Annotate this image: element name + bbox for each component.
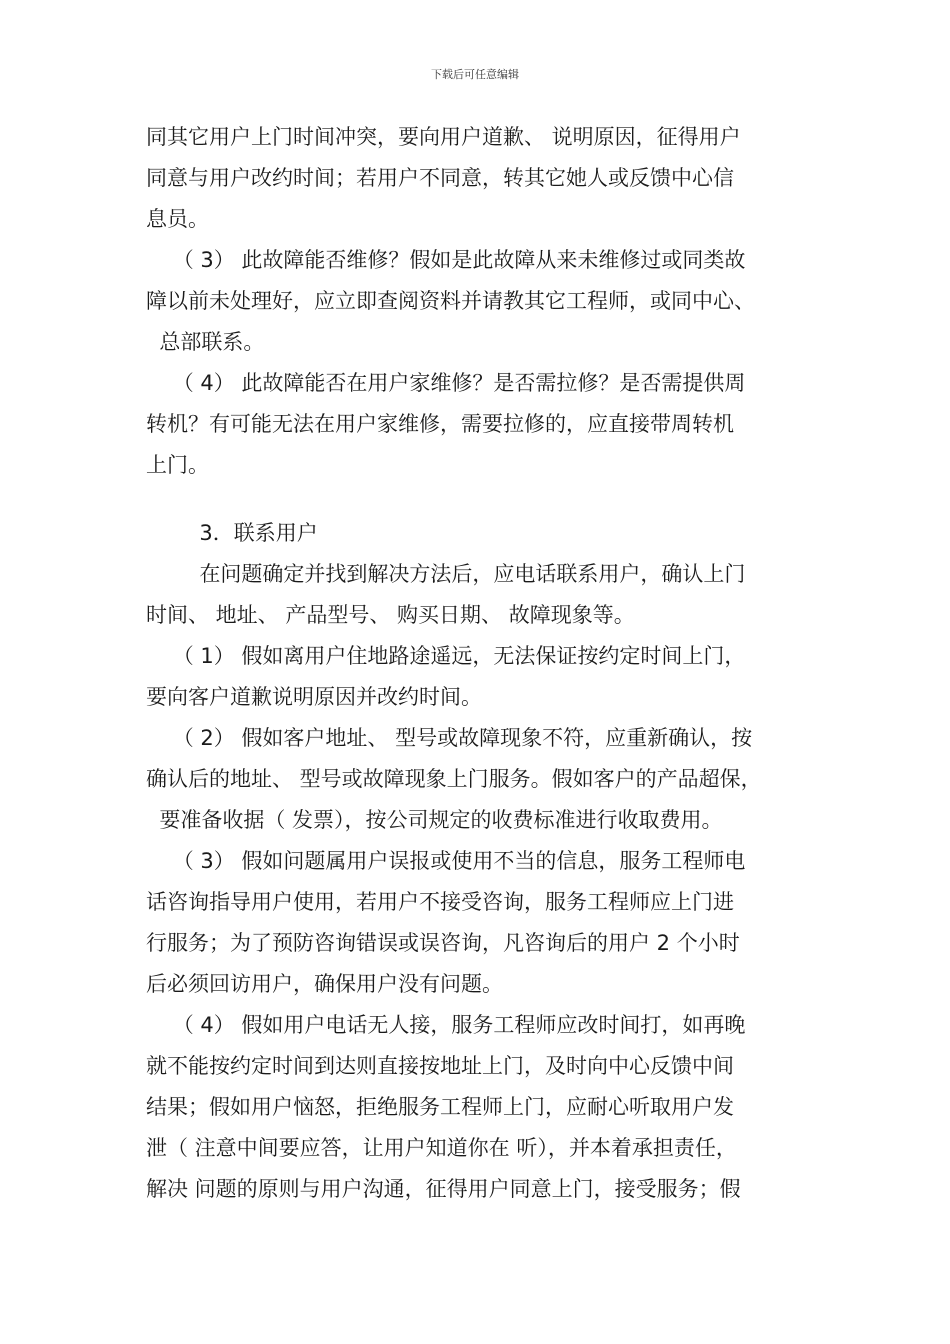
text-line: （ 4） 假如用户电话无人接，服务工程师应改时间打，如再晚 [146, 1013, 746, 1037]
text-line: 时间、 地址、 产品型号、 购买日期、 故障现象等。 [146, 603, 635, 627]
text-line: 上门。 [146, 453, 209, 477]
text-line: 同其它用户上门时间冲突，要向用户道歉、 说明原因，征得用户 [146, 125, 741, 149]
document-body [146, 117, 806, 1210]
section-heading: 3．联系用户 [146, 521, 318, 545]
text-line: 确认后的地址、 型号或故障现象上门服务。假如客户的产品超保， [146, 767, 762, 791]
text-line: 同意与用户改约时间；若用户不同意，转其它她人或反馈中心信 [146, 166, 734, 190]
text-line: 息员。 [146, 207, 209, 231]
text-line: 后必须回访用户，确保用户没有问题。 [146, 972, 503, 996]
text-line: 结果；假如用户恼怒，拒绝服务工程师上门，应耐心听取用户发 [146, 1095, 734, 1119]
text-line: （ 3） 此故障能否维修？假如是此故障从来未维修过或同类故 [146, 248, 746, 272]
text-line: 转机？有可能无法在用户家维修，需要拉修的，应直接带周转机 [146, 412, 734, 436]
page-header: 下载后可任意编辑 [431, 68, 519, 81]
text-line: 行服务；为了预防咨询错误或误咨询，凡咨询后的用户 2 个小时 [146, 931, 740, 955]
text-line: 要准备收据（ 发票），按公司规定的收费标准进行收取费用。 [146, 808, 723, 832]
text-line: （ 2） 假如客户地址、 型号或故障现象不符，应重新确认，按 [146, 726, 753, 750]
text-line: 就不能按约定时间到达则直接按地址上门，及时向中心反馈中间 [146, 1054, 734, 1078]
text-line: 话咨询指导用户使用，若用户不接受咨询，服务工程师应上门进 [146, 890, 734, 914]
text-line: （ 1） 假如离用户住地路途遥远，无法保证按约定时间上门， [146, 644, 746, 668]
text-line: 在问题确定并找到解决方法后，应电话联系用户，确认上门 [146, 562, 746, 586]
text-line: （ 4） 此故障能否在用户家维修？是否需拉修？是否需提供周 [146, 371, 746, 395]
text-line: 障以前未处理好，应立即查阅资料并请教其它工程师，或同中心、 [146, 289, 755, 313]
text-line: 总部联系。 [146, 330, 265, 354]
text-line: 泄（ 注意中间要应答，让用户知道你在 听），并本着承担责任， [146, 1136, 737, 1160]
section-gap [146, 486, 806, 513]
text-line: 要向客户道歉说明原因并改约时间。 [146, 685, 482, 709]
text-line: （ 3） 假如问题属用户误报或使用不当的信息，服务工程师电 [146, 849, 746, 873]
text-line: 解决 问题的原则与用户沟通，征得用户同意上门，接受服务；假 [146, 1177, 741, 1201]
